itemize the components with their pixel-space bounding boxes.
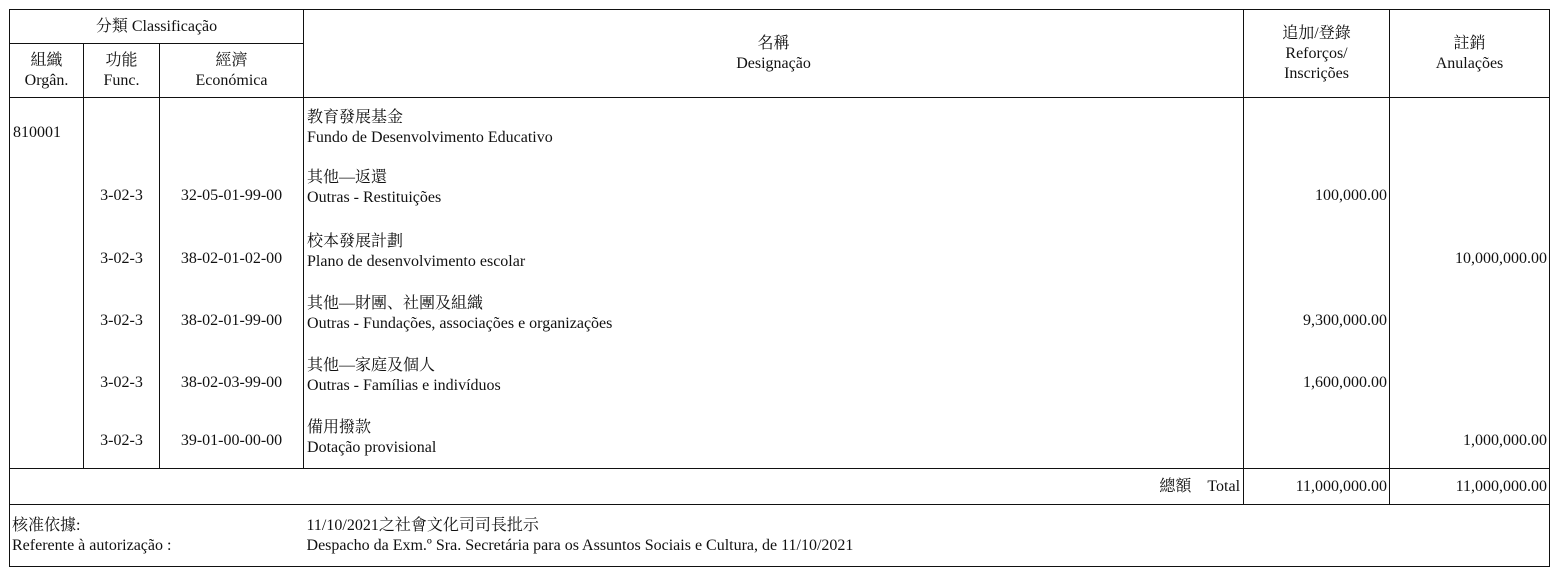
table-row [10, 228, 1550, 290]
organ-header-zh: 組織 [30, 51, 63, 69]
row-func-code: 3-02-3 [84, 290, 160, 352]
total-label-pt: Total [1207, 477, 1241, 495]
total-label [10, 469, 1244, 505]
row-designation-zh: 其他—返還 [307, 168, 388, 186]
total-row [10, 469, 1550, 505]
authorization-label-pt: Referente à autorização : [12, 536, 172, 554]
row-designation-pt: Dotação provisional [307, 438, 437, 456]
reinforcements-header [1244, 10, 1390, 98]
row-func-code: 3-02-3 [84, 352, 160, 414]
total-label-zh: 總額 [1159, 477, 1192, 495]
table-row [10, 414, 1550, 469]
row-annulment: 1,000,000.00 [1390, 414, 1550, 469]
row-annulment: 10,000,000.00 [1390, 228, 1550, 290]
row-func-code: 3-02-3 [84, 228, 160, 290]
fund-econ-cell [160, 98, 304, 164]
row-designation [304, 290, 1244, 352]
row-designation-pt: Outras - Fundações, associações e organizações [307, 314, 613, 332]
row-reinforcement: 1,600,000.00 [1244, 352, 1390, 414]
row-organ-cell [10, 290, 84, 352]
row-designation [304, 228, 1244, 290]
func-header-pt: Func. [103, 71, 140, 89]
row-designation [304, 414, 1244, 469]
row-annulment [1390, 164, 1550, 228]
table-row [10, 164, 1550, 228]
row-designation-zh: 其他—財團、社團及組織 [307, 294, 484, 312]
annulments-header [1390, 10, 1550, 98]
annulments-header-zh: 註銷 [1453, 34, 1486, 52]
row-designation [304, 164, 1244, 228]
row-annulment [1390, 352, 1550, 414]
authorization-text-pt: Despacho da Exm.º Sra. Secretária para os Assuntos Sociais e Cultura, de 11/10/2021 [306, 536, 854, 554]
row-econ-code: 39-01-00-00-00 [160, 414, 304, 469]
header-row-top [10, 10, 1550, 44]
func-header-zh: 功能 [105, 51, 138, 69]
row-designation-zh: 校本發展計劃 [307, 232, 404, 250]
fund-annulment-cell [1390, 98, 1550, 164]
reinforcements-header-pt2: Inscrições [1284, 64, 1349, 82]
row-designation-pt: Plano de desenvolvimento escolar [307, 252, 526, 270]
func-header [84, 44, 160, 98]
authorization-label-zh: 核准依據: [12, 516, 81, 534]
organ-header-pt: Orgân. [24, 71, 69, 89]
annulments-header-pt: Anulações [1435, 54, 1504, 72]
fund-name-pt: Fundo de Desenvolvimento Educativo [307, 129, 553, 146]
designation-header [304, 10, 1244, 98]
row-designation-pt: Outras - Restituições [307, 188, 442, 206]
table-row [10, 290, 1550, 352]
fund-name-zh: 教育發展基金 [307, 109, 404, 126]
fund-organ-code: 810001 [10, 98, 84, 164]
row-designation [304, 352, 1244, 414]
row-reinforcement [1244, 228, 1390, 290]
row-econ-code: 38-02-01-02-00 [160, 228, 304, 290]
row-econ-code: 38-02-03-99-00 [160, 352, 304, 414]
reinforcements-header-pt1: Reforços/ [1285, 44, 1348, 62]
econ-header-zh: 經濟 [215, 51, 248, 69]
authorization-text-zh: 11/10/2021之社會文化司司長批示 [306, 516, 539, 534]
row-organ-cell [10, 228, 84, 290]
row-func-code: 3-02-3 [84, 164, 160, 228]
row-func-code: 3-02-3 [84, 414, 160, 469]
organ-header [10, 44, 84, 98]
table-row [10, 352, 1550, 414]
row-organ-cell [10, 352, 84, 414]
econ-header-pt: Económica [195, 71, 268, 89]
total-reinforcement: 11,000,000.00 [1244, 469, 1390, 505]
fund-row [10, 98, 1550, 164]
row-designation-zh: 備用撥款 [307, 418, 372, 436]
row-reinforcement: 9,300,000.00 [1244, 290, 1390, 352]
fund-func-cell [84, 98, 160, 164]
row-reinforcement [1244, 414, 1390, 469]
row-designation-pt: Outras - Famílias e indivíduos [307, 376, 501, 394]
authorization-row [10, 505, 1550, 567]
row-annulment [1390, 290, 1550, 352]
row-organ-cell [10, 164, 84, 228]
row-reinforcement: 100,000.00 [1244, 164, 1390, 228]
designation-header-pt: Designação [736, 54, 811, 72]
row-econ-code: 38-02-01-99-00 [160, 290, 304, 352]
budget-table [9, 9, 1550, 567]
authorization-label [10, 505, 304, 567]
fund-reinforcement-cell [1244, 98, 1390, 164]
designation-header-zh: 名稱 [757, 34, 790, 52]
row-designation-zh: 其他—家庭及個人 [307, 356, 436, 374]
row-econ-code: 32-05-01-99-00 [160, 164, 304, 228]
econ-header [160, 44, 304, 98]
reinforcements-header-zh: 追加/登錄 [1282, 24, 1351, 42]
authorization-text [304, 505, 1550, 567]
total-annulment: 11,000,000.00 [1390, 469, 1550, 505]
fund-name [304, 98, 1244, 164]
row-organ-cell [10, 414, 84, 469]
classification-header: 分類 Classificação [10, 10, 304, 44]
